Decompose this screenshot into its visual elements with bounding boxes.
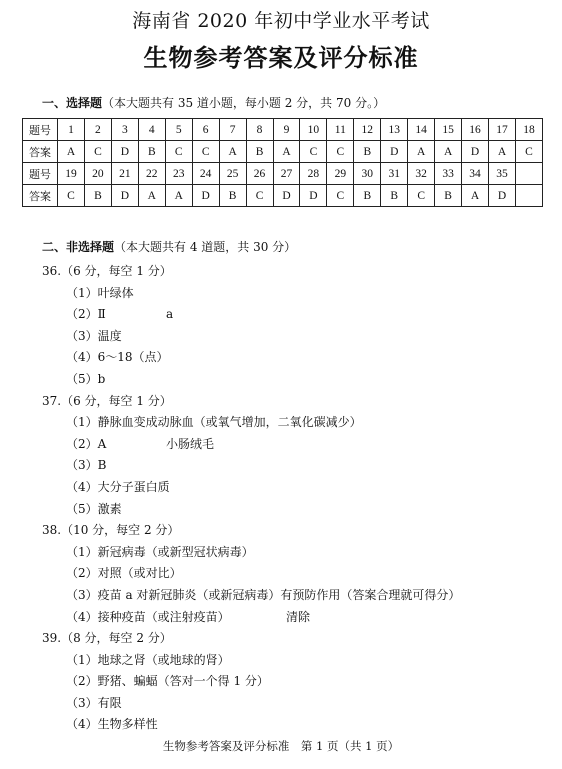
- question-number-cell: 27: [273, 163, 300, 185]
- answer-item: [42, 585, 460, 607]
- answer-extra: 清除: [286, 609, 311, 624]
- question-number-cell: 2: [84, 119, 111, 141]
- answer-text: （1）叶绿体: [66, 285, 134, 300]
- answer-text: （3）B: [66, 458, 107, 473]
- answer-cell: D: [462, 141, 489, 163]
- answer-text: （4）生物多样性: [66, 717, 158, 732]
- question-number-cell: [515, 163, 542, 185]
- question-number-cell: 29: [327, 163, 354, 185]
- row-label-question: 题号: [23, 119, 58, 141]
- question-number-cell: 6: [192, 119, 219, 141]
- document-title: 生物参考答案及评分标准: [143, 44, 419, 72]
- answer-cell: B: [219, 185, 246, 207]
- answer-text: （1）静脉血变成动脉血（或氧气增加，二氧化碳减少）: [66, 415, 362, 430]
- answer-cell: A: [165, 185, 192, 207]
- question-heading: 38.（10 分，每空 2 分）: [42, 523, 180, 538]
- question-number-cell: 28: [300, 163, 327, 185]
- question-number-cell: 1: [58, 119, 85, 141]
- question-number-cell: 24: [192, 163, 219, 185]
- answer-cell: C: [192, 141, 219, 163]
- answer-item: [42, 412, 460, 434]
- answer-item: [42, 477, 460, 499]
- answer-item: [42, 455, 460, 477]
- answer-cell: A: [408, 141, 435, 163]
- answer-item: [42, 369, 460, 391]
- answer-item: [42, 607, 460, 629]
- question-heading: 36.（6 分，每空 1 分）: [42, 264, 172, 278]
- question-number-cell: 15: [435, 119, 462, 141]
- answer-item: [42, 499, 460, 521]
- question-number-cell: 35: [489, 163, 516, 185]
- answer-cell: C: [84, 141, 111, 163]
- answer-item: [42, 542, 460, 564]
- question-number-cell: 10: [300, 119, 327, 141]
- answer-item: [42, 304, 460, 326]
- question-number-cell: 8: [246, 119, 273, 141]
- answer-cell: B: [84, 185, 111, 207]
- answer-cell: C: [58, 185, 85, 207]
- question-number-cell: 21: [111, 163, 138, 185]
- answer-text: （5）激素: [66, 501, 122, 516]
- answer-cell: C: [327, 185, 354, 207]
- answer-cell: C: [300, 141, 327, 163]
- answer-cell: D: [111, 141, 138, 163]
- answer-cell: C: [165, 141, 192, 163]
- question-heading: 37.（6 分，每空 1 分）: [42, 393, 172, 408]
- answer-item: [42, 563, 460, 585]
- question-number-cell: 16: [462, 119, 489, 141]
- answer-cell: D: [300, 185, 327, 207]
- answer-cell: C: [246, 185, 273, 207]
- question-number-cell: 14: [408, 119, 435, 141]
- row-label-question: 题号: [23, 163, 58, 185]
- question-number-row: [23, 163, 543, 185]
- question-number-cell: 17: [489, 119, 516, 141]
- question-number-cell: 12: [354, 119, 381, 141]
- question-number-row: [23, 119, 543, 141]
- answer-cell: A: [138, 185, 165, 207]
- answer-text: （4）大分子蛋白质: [66, 479, 170, 494]
- answer-cell: D: [111, 185, 138, 207]
- answer-cell: A: [462, 185, 489, 207]
- answer-text: （2）对照（或对比）: [66, 566, 182, 581]
- question-number-cell: 34: [462, 163, 489, 185]
- question-number-cell: 3: [111, 119, 138, 141]
- answer-item: [42, 671, 460, 693]
- answer-item: [42, 347, 460, 369]
- row-label-answer: 答案: [23, 185, 58, 207]
- answer-cell: B: [354, 185, 381, 207]
- question-number-cell: 31: [381, 163, 408, 185]
- answer-cell: B: [381, 185, 408, 207]
- question-number-cell: 5: [165, 119, 192, 141]
- answer-cell: A: [58, 141, 85, 163]
- answer-cell: D: [381, 141, 408, 163]
- question-number-cell: 32: [408, 163, 435, 185]
- question-number-cell: 33: [435, 163, 462, 185]
- answer-cell: C: [515, 141, 542, 163]
- answer-cell: D: [273, 185, 300, 207]
- question-number-cell: 30: [354, 163, 381, 185]
- answer-cell: C: [327, 141, 354, 163]
- answer-cell: A: [435, 141, 462, 163]
- question-number-cell: 22: [138, 163, 165, 185]
- question-number-cell: 25: [219, 163, 246, 185]
- answer-text: （4）接种疫苗（或注射疫苗）: [66, 609, 230, 624]
- answer-cell: D: [489, 185, 516, 207]
- answer-cell: B: [138, 141, 165, 163]
- exam-title: 海南省 2020 年初中学业水平考试: [132, 10, 430, 32]
- answer-row: [23, 185, 543, 207]
- question-number-cell: 18: [515, 119, 542, 141]
- part2-heading: 二、非选择题: [42, 240, 115, 254]
- answer-text: （2）野猪、蝙蝠（答对一个得 1 分）: [66, 674, 269, 689]
- answer-text: （3）疫苗 a 对新冠肺炎（或新冠病毒）有预防作用（答案合理就可得分）: [66, 587, 461, 602]
- question-number-cell: 7: [219, 119, 246, 141]
- answer-extra: a: [166, 307, 174, 322]
- answer-cell: [515, 185, 542, 207]
- question-number-cell: 13: [381, 119, 408, 141]
- row-label-answer: 答案: [23, 141, 58, 163]
- answer-cell: B: [354, 141, 381, 163]
- answer-cell: B: [246, 141, 273, 163]
- answer-row: [23, 141, 543, 163]
- question-number-cell: 26: [246, 163, 273, 185]
- answer-item: [42, 650, 460, 672]
- answer-text: （4）6～18（点）: [66, 350, 169, 365]
- answer-cell: A: [219, 141, 246, 163]
- part2-heading-line: [42, 238, 296, 255]
- answer-item: [42, 434, 460, 456]
- answer-text: （3）有限: [66, 695, 122, 710]
- answer-cell: A: [489, 141, 516, 163]
- answer-extra: 小肠绒毛: [166, 436, 215, 451]
- question-number-cell: 19: [58, 163, 85, 185]
- question-heading: 39.（8 分，每空 2 分）: [42, 631, 172, 646]
- answer-cell: C: [408, 185, 435, 207]
- answer-text: （2）A: [66, 436, 107, 451]
- part1-note: （本大题共有 35 道小题，每小题 2 分，共 70 分。）: [102, 96, 386, 110]
- answer-item: [42, 326, 460, 348]
- answer-text: （1）地球之肾（或地球的肾）: [66, 652, 230, 667]
- answer-item: [42, 283, 460, 305]
- answer-cell: B: [435, 185, 462, 207]
- part2-note: （本大题共有 4 道题，共 30 分）: [114, 240, 297, 254]
- answer-cell: A: [273, 141, 300, 163]
- part1-heading-line: [42, 94, 385, 111]
- answer-text: （2）Ⅱ: [66, 307, 106, 322]
- question-number-cell: 23: [165, 163, 192, 185]
- answer-text: （3）温度: [66, 328, 122, 343]
- page-footer: 生物参考答案及评分标准 第 1 页（共 1 页）: [162, 739, 400, 753]
- part2-answers: [42, 261, 460, 736]
- answer-text: （5）b: [66, 371, 106, 386]
- question-number-cell: 4: [138, 119, 165, 141]
- question-number-cell: 20: [84, 163, 111, 185]
- question-number-cell: 11: [327, 119, 354, 141]
- answer-cell: D: [192, 185, 219, 207]
- question-number-cell: 9: [273, 119, 300, 141]
- answer-item: [42, 714, 460, 736]
- part1-heading: 一、选择题: [42, 96, 103, 110]
- answer-item: [42, 693, 460, 715]
- answer-table: [22, 118, 543, 207]
- answer-text: （1）新冠病毒（或新型冠状病毒）: [66, 544, 254, 559]
